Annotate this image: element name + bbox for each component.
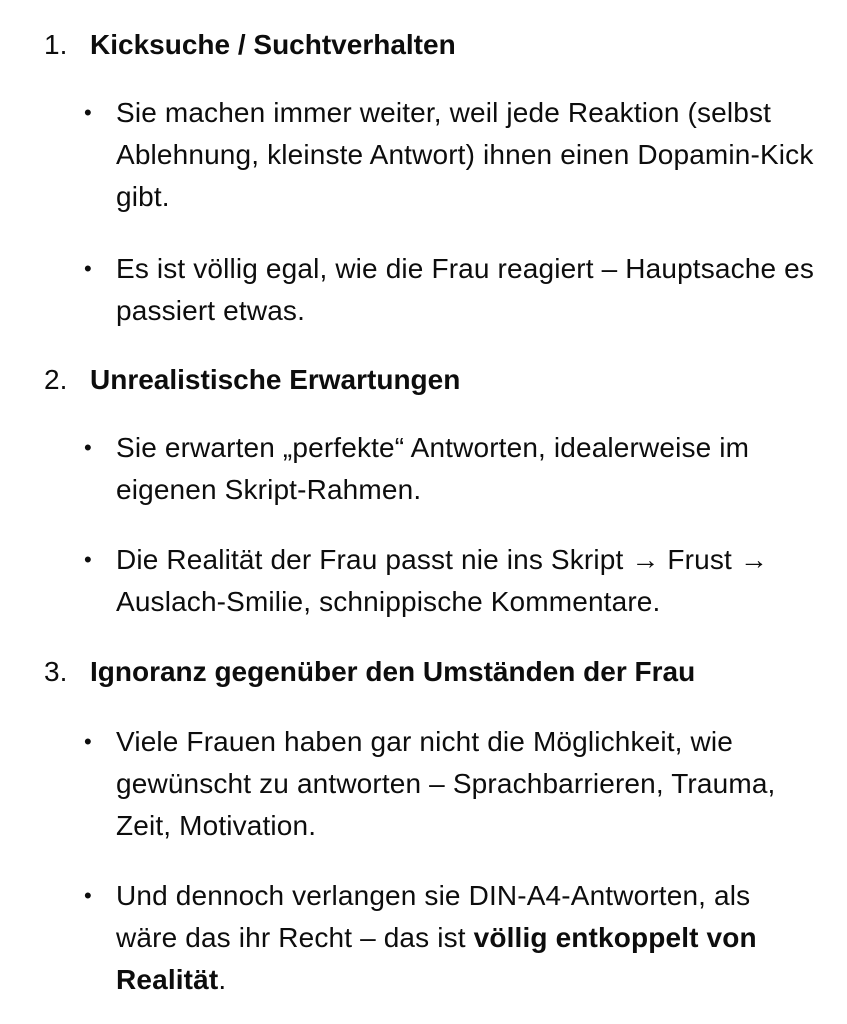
section-heading [0, 359, 820, 401]
section-heading [0, 24, 820, 66]
section-title: Kicksuche / Suchtverhalten [90, 29, 456, 60]
section-title: Ignoranz gegenüber den Umständen der Frau [90, 656, 696, 687]
list-item-text [116, 875, 816, 1001]
bullet-icon: • [84, 256, 92, 281]
list-item-text: Es ist völlig egal, wie die Frau reagiert – Hauptsache es passiert etwas. [116, 253, 815, 326]
bullet-icon: • [84, 547, 92, 572]
section-heading [0, 651, 820, 693]
list-item-text: Viele Frauen haben gar nicht die Möglichkeit, wie gewünscht zu antworten – Sprachbarrieren, Trauma, Zeit, Motivation. [116, 726, 776, 841]
list-item-text-part: Und dennoch verlangen sie DIN-A4-Antworten, als wäre das ihr Recht – das ist [116, 880, 751, 953]
section-title: Unrealistische Erwartungen [90, 364, 461, 395]
section-number: 1. [44, 29, 68, 60]
section-number: 2. [44, 364, 68, 395]
bullet-icon: • [84, 100, 92, 125]
bullet-icon: • [84, 435, 92, 460]
list-item-text: Sie erwarten „perfekte“ Antworten, idealerweise im eigenen Skript-Rahmen. [116, 432, 750, 505]
section-number: 3. [44, 656, 68, 687]
list-item-text: Die Realität der Frau passt nie ins Skript → Frust → Auslach-Smilie, schnippische Kommentare. [116, 544, 769, 617]
list-item-text-part: . [218, 964, 227, 995]
list-item-text: Sie machen immer weiter, weil jede Reaktion (selbst Ablehnung, kleinste Antwort) ihnen einen Dopamin-Kick gibt. [116, 97, 814, 212]
bullet-icon: • [84, 883, 92, 908]
emphasized-text: völlig entkoppelt von Realität [116, 922, 757, 995]
bullet-icon: • [84, 729, 92, 754]
